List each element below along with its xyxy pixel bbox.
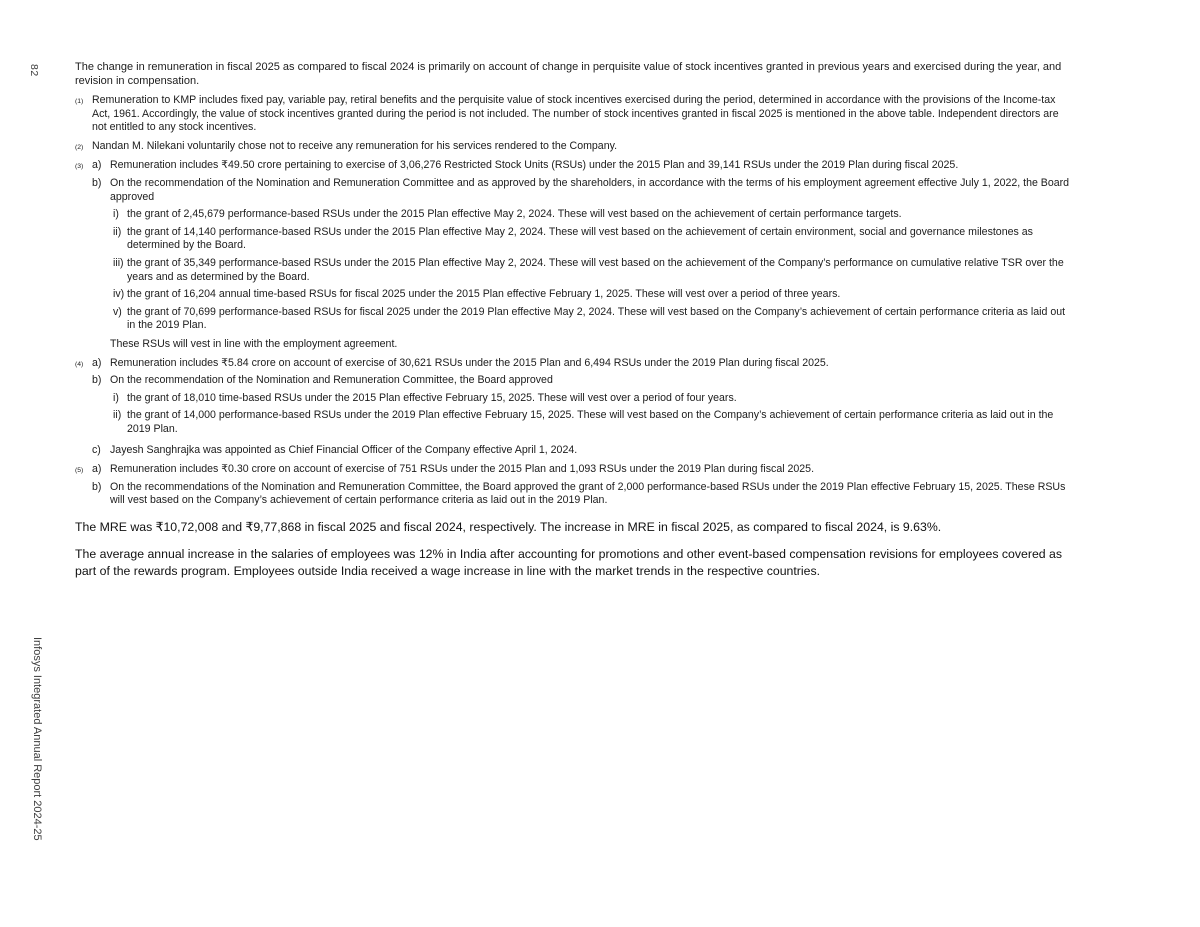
subitem-label: v) (113, 305, 122, 318)
footnote-1 (75, 94, 1075, 135)
salary-increase-paragraph: The average annual increase in the salaries of employees was 12% in India after accounting for promotions and other event-based compensation revisions for employees covered as part of the rewards program. Employees outside India received a wage increase in line with the market trends in the respective countries. (75, 547, 1063, 578)
footnote-4-item-a (92, 357, 1075, 371)
item-label: b) (92, 176, 102, 189)
footnote-5-item-a (92, 463, 1075, 477)
item-label: b) (92, 374, 102, 387)
footnote-3b-subitem-v (113, 306, 1075, 333)
footnote-4-item-b (92, 374, 1075, 440)
footnote-3b-subitem-ii (113, 226, 1075, 253)
footnote-3b-subitem-iv (113, 288, 1075, 302)
footnote-5-item-b (92, 481, 1075, 508)
item-label: c) (92, 444, 101, 457)
page-number: 82 (28, 64, 40, 77)
item-text: On the recommendation of the Nomination and Remuneration Committee and as approved by the shareholders, in accordance with the terms of his employment agreement effective July 1, 2022, the Board approved (110, 176, 1070, 203)
item-text: On the recommendation of the Nomination and Remuneration Committee, the Board approved (110, 374, 553, 387)
subitem-text: the grant of 2,45,679 performance-based RSUs under the 2015 Plan effective May 2, 2024. These will vest based on the achievement of certain performance targets. (127, 208, 902, 221)
item-text: Remuneration includes ₹5.84 crore on account of exercise of 30,621 RSUs under the 2015 Plan and 6,494 RSUs under the 2019 Plan during fiscal 2025. (110, 356, 829, 369)
footnote-5 (75, 463, 1075, 508)
subitem-text: the grant of 14,000 performance-based RSUs under the 2019 Plan effective February 15, 2025. These will vest based on the Company’s achievement of certain performance criteria as laid out in the 2019 Plan. (127, 409, 1054, 435)
subitem-text: the grant of 18,010 time-based RSUs under the 2015 Plan effective February 15, 2025. These will vest over a period of four years. (127, 391, 737, 404)
footnote-3 (75, 159, 1075, 351)
footnote-3b-subitem-i (113, 208, 1075, 222)
footnote-3-item-b (92, 177, 1075, 352)
footnote-2-marker: (2) (75, 143, 84, 151)
footnote-3-item-a (92, 159, 1075, 173)
subitem-text: the grant of 14,140 performance-based RSUs under the 2015 Plan effective May 2, 2024. These will vest based on the achievement of certain environment, social and governance milestones as determined by the Board. (127, 225, 1033, 252)
footnote-1-marker: (1) (75, 98, 84, 105)
mre-paragraph: The MRE was ₹10,72,008 and ₹9,77,868 in fiscal 2025 and fiscal 2024, respectively. The increase in MRE in fiscal 2025, as compared to fiscal 2024, is 9.63%. (75, 519, 942, 534)
subitem-label: ii) (113, 225, 122, 238)
subitem-label: ii) (113, 409, 122, 422)
page-content (75, 60, 1075, 579)
subitem-label: i) (113, 208, 119, 221)
footnote-4-item-c (92, 444, 1075, 458)
footnote-4-marker: (4) (75, 360, 84, 368)
intro-paragraph: The change in remuneration in fiscal 2025 as compared to fiscal 2024 is primarily on account of change in perquisite value of stock incentives granted in previous years and exercised during the year, and revision in compensation. (75, 61, 1062, 87)
footnote-3-marker: (3) (75, 163, 84, 171)
footnote-4 (75, 357, 1075, 459)
subitem-text: the grant of 35,349 performance-based RSUs under the 2015 Plan effective May 2, 2024. These will vest based on the achievement of the Company’s performance on cumulative relative TSR over the years and as determined by the Board. (127, 256, 1064, 283)
footnote-1-text: Remuneration to KMP includes fixed pay, variable pay, retiral benefits and the perquisite value of stock incentives exercised during the period, determined in accordance with the provisions of the Income-tax Act, 1961. Accordingly, the value of stock incentives granted during the period is not included. The number of stock incentives granted in fiscal 2025 is mentioned in the above table. Independent directors are not entitled to any stock incentives. (92, 94, 1059, 134)
footnote-5-marker: (5) (75, 467, 84, 475)
footnote-2 (75, 140, 1075, 155)
subitem-label: iv) (113, 288, 125, 301)
subitem-text: the grant of 70,699 performance-based RSUs for fiscal 2025 under the 2019 Plan effective May 2, 2024. These will vest based on the Company’s achievement of certain performance criteria as laid out in the 2019 Plan. (127, 305, 1066, 332)
item-text: On the recommendations of the Nomination and Remuneration Committee, the Board approved the grant of 2,000 performance-based RSUs under the 2019 Plan effective February 15, 2025. These RSUs will vest based on the Company’s achievement of certain performance criteria as laid out in the 2019 Plan. (110, 480, 1066, 507)
footnote-2-text: Nandan M. Nilekani voluntarily chose not to receive any remuneration for his services rendered to the Company. (92, 139, 618, 152)
footnote-4b-subitem-i (113, 392, 1075, 406)
footnote-3b-closing: These RSUs will vest in line with the employment agreement. (110, 337, 398, 350)
report-side-label: Infosys Integrated Annual Report 2024-25 (31, 637, 43, 841)
item-label: a) (92, 356, 102, 369)
subitem-text: the grant of 16,204 annual time-based RSUs for fiscal 2025 under the 2015 Plan effective February 1, 2025. These will vest over a period of three years. (127, 288, 841, 301)
item-label: a) (92, 463, 102, 476)
item-text: Jayesh Sanghrajka was appointed as Chief Financial Officer of the Company effective April 1, 2024. (110, 444, 578, 457)
footnote-3b-subitem-iii (113, 257, 1075, 284)
subitem-label: iii) (113, 256, 124, 269)
item-text: Remuneration includes ₹49.50 crore pertaining to exercise of 3,06,276 Restricted Stock Units (RSUs) under the 2015 Plan and 39,141 RSUs under the 2019 Plan during fiscal 2025. (110, 159, 959, 172)
footnote-4b-subitem-ii (113, 409, 1075, 436)
item-label: a) (92, 159, 102, 172)
item-label: b) (92, 480, 102, 493)
item-text: Remuneration includes ₹0.30 crore on account of exercise of 751 RSUs under the 2015 Plan and 1,093 RSUs under the 2019 Plan during fiscal 2025. (110, 463, 815, 476)
subitem-label: i) (113, 391, 119, 404)
